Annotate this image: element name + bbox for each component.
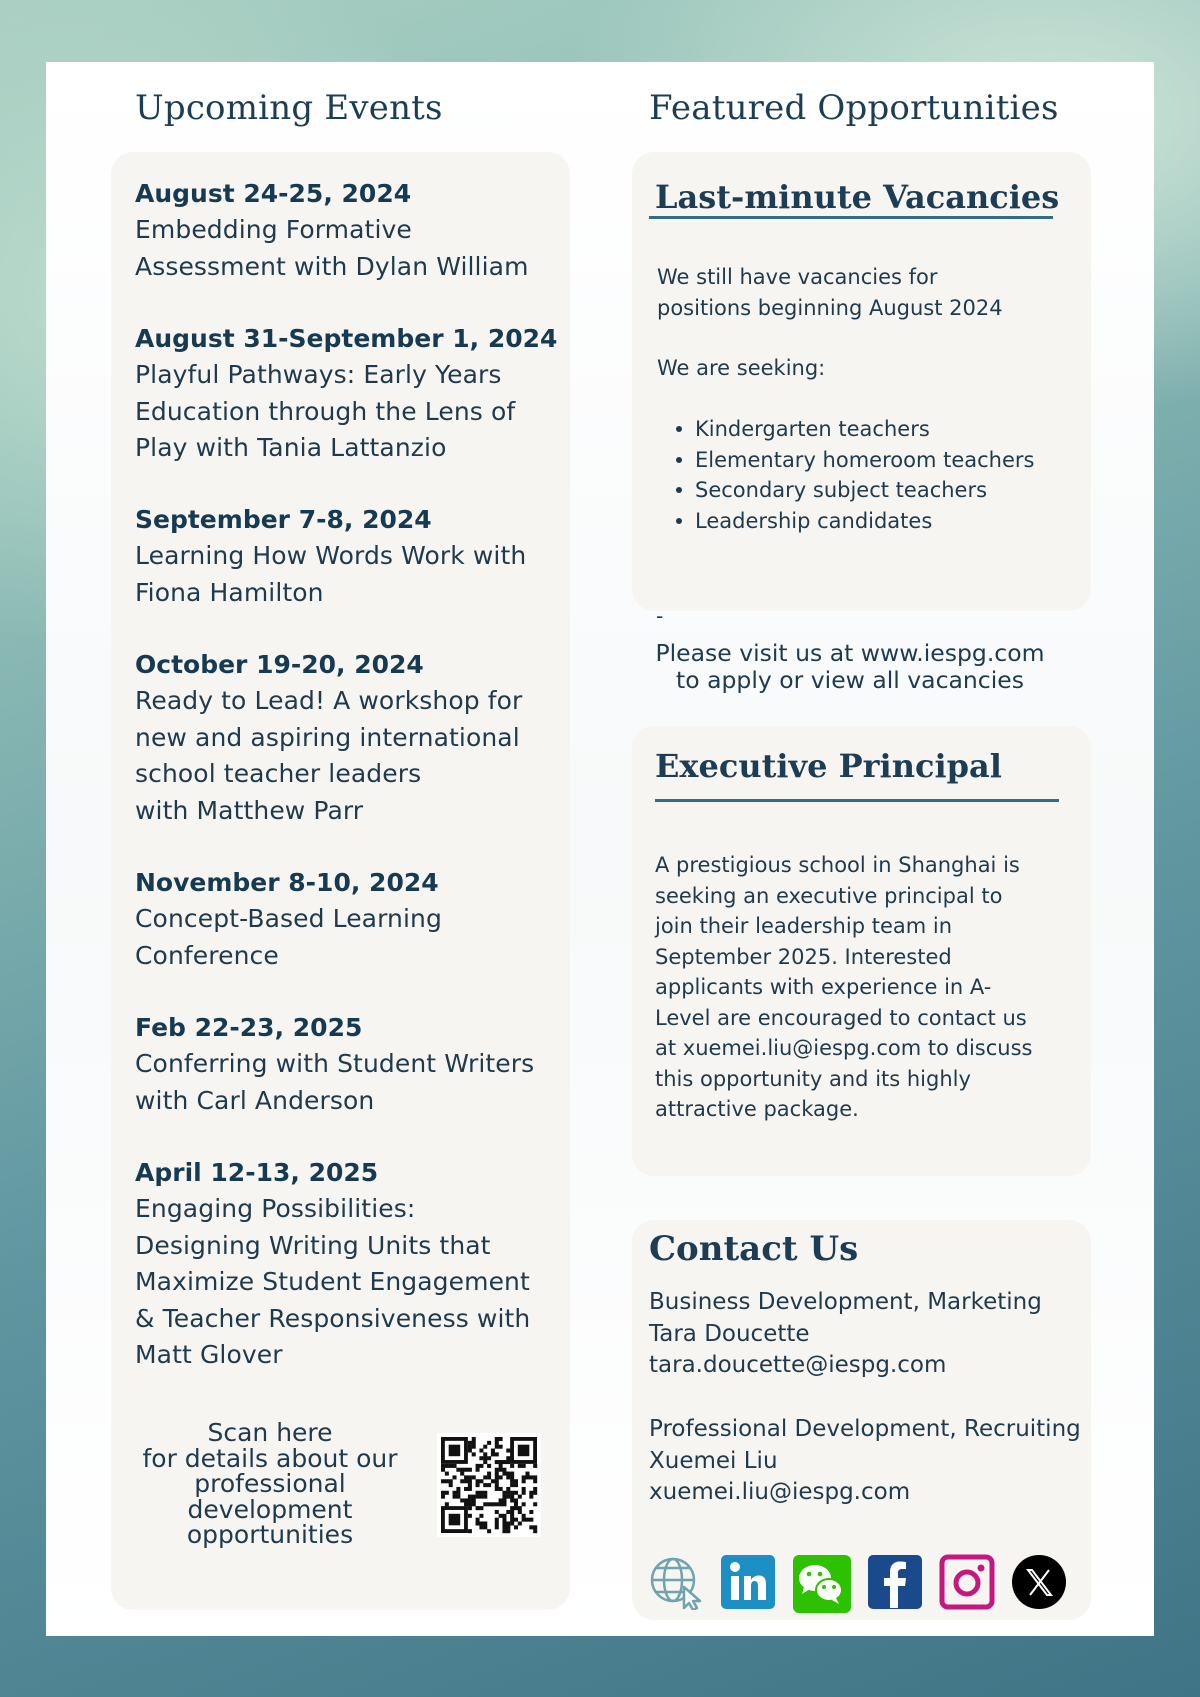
executive-body-line: attractive package.	[655, 1097, 859, 1121]
vacancies-title-underline	[649, 216, 1053, 219]
contact-role: Professional Development, Recruiting	[649, 1416, 1081, 1442]
executive-body-line: seeking an executive principal to	[655, 883, 1003, 908]
upcoming-events-heading: Upcoming Events	[135, 88, 443, 128]
contact-block	[649, 1414, 1081, 1509]
featured-opportunities-heading: Featured Opportunities	[649, 88, 1059, 128]
event-date: August 24-25, 2024	[135, 179, 412, 208]
event-date: September 7-8, 2024	[135, 505, 432, 534]
linkedin-link[interactable]	[720, 1554, 776, 1610]
executive-title-underline	[655, 799, 1059, 802]
x-link[interactable]	[1011, 1554, 1067, 1610]
website-link[interactable]	[648, 1554, 704, 1610]
event-title-line: Assessment with Dylan William	[135, 251, 529, 281]
executive-body-line: at xuemei.liu@iespg.com to discuss	[655, 1036, 1033, 1060]
scan-caption-line: development	[187, 1494, 353, 1524]
facebook-link[interactable]	[867, 1554, 923, 1610]
event-title-line: Learning How Words Work with	[135, 541, 527, 570]
seeking-label: We are seeking:	[657, 356, 826, 380]
globe-cursor-icon	[648, 1554, 704, 1610]
executive-body-line: Level are encouraged to contact us	[655, 1005, 1027, 1030]
executive-body-line: applicants with experience in A-	[655, 975, 992, 999]
scan-caption-line: for details about our	[142, 1443, 398, 1473]
visit-website-text	[640, 640, 1060, 694]
event-title-line: Play with Tania Lattanzio	[135, 433, 447, 462]
event-title-line: with Carl Anderson	[135, 1085, 375, 1115]
event-title-line: Fiona Hamilton	[135, 577, 324, 607]
contact-name: Xuemei Liu	[649, 1447, 778, 1474]
list-item: Kindergarten teachers	[676, 414, 1034, 445]
event-date: August 31-September 1, 2024	[135, 324, 558, 353]
event-title-line: & Teacher Responsiveness with	[135, 1303, 531, 1333]
event-title-line: Playful Pathways: Early Years	[135, 360, 502, 389]
event-item	[135, 321, 565, 467]
event-title-line: Maximize Student Engagement	[135, 1267, 530, 1296]
list-item: Elementary homeroom teachers	[676, 445, 1034, 476]
contact-email[interactable]: tara.doucette@iespg.com	[649, 1352, 947, 1378]
wechat-icon	[792, 1554, 852, 1614]
instagram-link[interactable]	[939, 1554, 995, 1610]
event-date: April 12-13, 2025	[135, 1158, 379, 1187]
qr-code[interactable]	[437, 1433, 541, 1537]
instagram-icon	[939, 1554, 995, 1610]
event-title-line: Education through the Lens of	[135, 396, 516, 426]
executive-body-line: join their leadership team in	[655, 914, 953, 938]
contact-block	[649, 1287, 1042, 1382]
event-item	[135, 176, 565, 285]
list-item: Leadership candidates	[676, 506, 1034, 537]
vacancies-title: Last-minute Vacancies	[655, 178, 1060, 216]
x-icon	[1011, 1554, 1067, 1610]
event-title-line: Designing Writing Units that	[135, 1230, 491, 1260]
wechat-link[interactable]	[792, 1554, 848, 1610]
event-title-line: new and aspiring international	[135, 722, 520, 752]
event-title-line: school teacher leaders	[135, 759, 422, 788]
event-item	[135, 647, 565, 829]
executive-principal-title: Executive Principal	[655, 747, 1002, 785]
executive-body	[655, 850, 1032, 1125]
vacancies-intro	[657, 262, 1003, 323]
event-title-line: Ready to Lead! A workshop for	[135, 686, 523, 715]
event-date: November 8-10, 2024	[135, 868, 439, 897]
event-title-line: Matt Glover	[135, 1340, 283, 1369]
linkedin-icon	[720, 1554, 776, 1610]
event-date: Feb 22-23, 2025	[135, 1013, 363, 1042]
event-item	[135, 1155, 565, 1374]
separator-dash: -	[656, 604, 664, 628]
event-item	[135, 502, 565, 611]
facebook-icon	[867, 1554, 923, 1610]
event-date: October 19-20, 2024	[135, 650, 424, 679]
scan-caption-line: professional	[194, 1469, 346, 1498]
scan-caption	[132, 1420, 408, 1548]
contact-role: Business Development, Marketing	[649, 1289, 1042, 1315]
executive-body-line: this opportunity and its highly	[655, 1066, 971, 1091]
event-item	[135, 1010, 565, 1119]
vacancies-intro-line: We still have vacancies for	[657, 265, 938, 289]
visit-line: to apply or view all vacancies	[676, 666, 1024, 694]
executive-body-line: A prestigious school in Shanghai is	[655, 853, 1020, 877]
event-item	[135, 865, 565, 974]
contact-name: Tara Doucette	[649, 1320, 810, 1347]
scan-caption-line: opportunities	[186, 1520, 354, 1549]
vacancies-intro-line: positions beginning August 2024	[657, 295, 1003, 320]
visit-line[interactable]: Please visit us at www.iespg.com	[655, 639, 1045, 667]
scan-caption-line: Scan here	[207, 1418, 333, 1447]
event-title-line: Conference	[135, 940, 279, 970]
event-title-line: Concept-Based Learning	[135, 904, 442, 933]
qr-code-icon	[437, 1433, 541, 1537]
event-title-line: Engaging Possibilities:	[135, 1194, 416, 1223]
contact-heading: Contact Us	[649, 1229, 859, 1269]
event-title-line: with Matthew Parr	[135, 795, 364, 825]
event-title-line: Conferring with Student Writers	[135, 1049, 535, 1078]
contact-email[interactable]: xuemei.liu@iespg.com	[649, 1479, 911, 1505]
positions-list	[676, 414, 1034, 536]
event-title-line: Embedding Formative	[135, 215, 412, 244]
list-item: Secondary subject teachers	[676, 475, 1034, 506]
executive-body-line: September 2025. Interested	[655, 944, 952, 969]
